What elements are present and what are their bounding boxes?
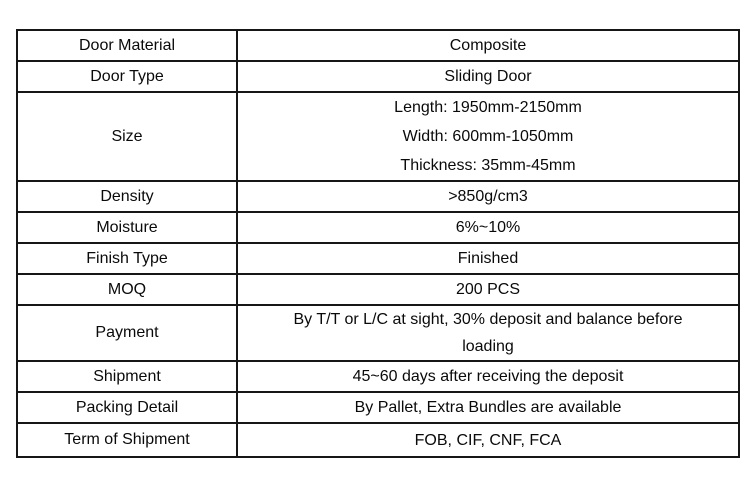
value-text: By Pallet, Extra Bundles are available <box>354 399 622 416</box>
value-cell <box>237 61 739 92</box>
label-cell: Term of Shipment <box>17 423 237 457</box>
value-cell <box>237 274 739 305</box>
value-cell <box>237 30 739 61</box>
value-text-thickness: Thickness: 35mm-45mm <box>400 157 576 174</box>
value-text: Finished <box>457 250 519 267</box>
label-cell: Packing Detail <box>17 392 237 423</box>
table-row-shipment <box>17 361 739 392</box>
label-cell: Shipment <box>17 361 237 392</box>
value-text-length: Length: 1950mm-2150mm <box>394 99 582 116</box>
value-cell <box>237 392 739 423</box>
table-row-moisture <box>17 212 739 243</box>
value-cell <box>237 92 739 181</box>
table-row-density <box>17 181 739 212</box>
value-cell <box>237 305 739 361</box>
value-text: Sliding Door <box>444 68 532 85</box>
label-cell: Finish Type <box>17 243 237 274</box>
table-row-term-of-shipment <box>17 423 739 457</box>
value-cell <box>237 243 739 274</box>
table-row-door-type <box>17 61 739 92</box>
table-row-payment <box>17 305 739 361</box>
label-cell: Moisture <box>17 212 237 243</box>
value-text: 45~60 days after receiving the deposit <box>352 368 624 385</box>
table-row-packing-detail <box>17 392 739 423</box>
value-cell <box>237 423 739 457</box>
label-cell: Door Material <box>17 30 237 61</box>
value-text: FOB, CIF, CNF, FCA <box>414 431 562 449</box>
table-row-door-material <box>17 30 739 61</box>
label-cell: Payment <box>17 305 237 361</box>
value-text-width: Width: 600mm-1050mm <box>402 128 574 145</box>
label-cell: MOQ <box>17 274 237 305</box>
value-text-line1: By T/T or L/C at sight, 30% deposit and balance before <box>293 311 683 328</box>
value-cell <box>237 181 739 212</box>
table-row-size <box>17 92 739 181</box>
label-cell: Door Type <box>17 61 237 92</box>
value-text-line2: loading <box>462 338 514 355</box>
value-text: 200 PCS <box>455 281 521 298</box>
table-row-finish-type <box>17 243 739 274</box>
product-specification-table <box>16 29 740 458</box>
table-row-moq <box>17 274 739 305</box>
label-cell: Density <box>17 181 237 212</box>
label-cell: Size <box>17 92 237 181</box>
value-cell <box>237 212 739 243</box>
value-cell <box>237 361 739 392</box>
value-text: Composite <box>449 37 527 54</box>
value-text: >850g/cm3 <box>448 188 528 205</box>
value-text: 6%~10% <box>455 219 521 236</box>
